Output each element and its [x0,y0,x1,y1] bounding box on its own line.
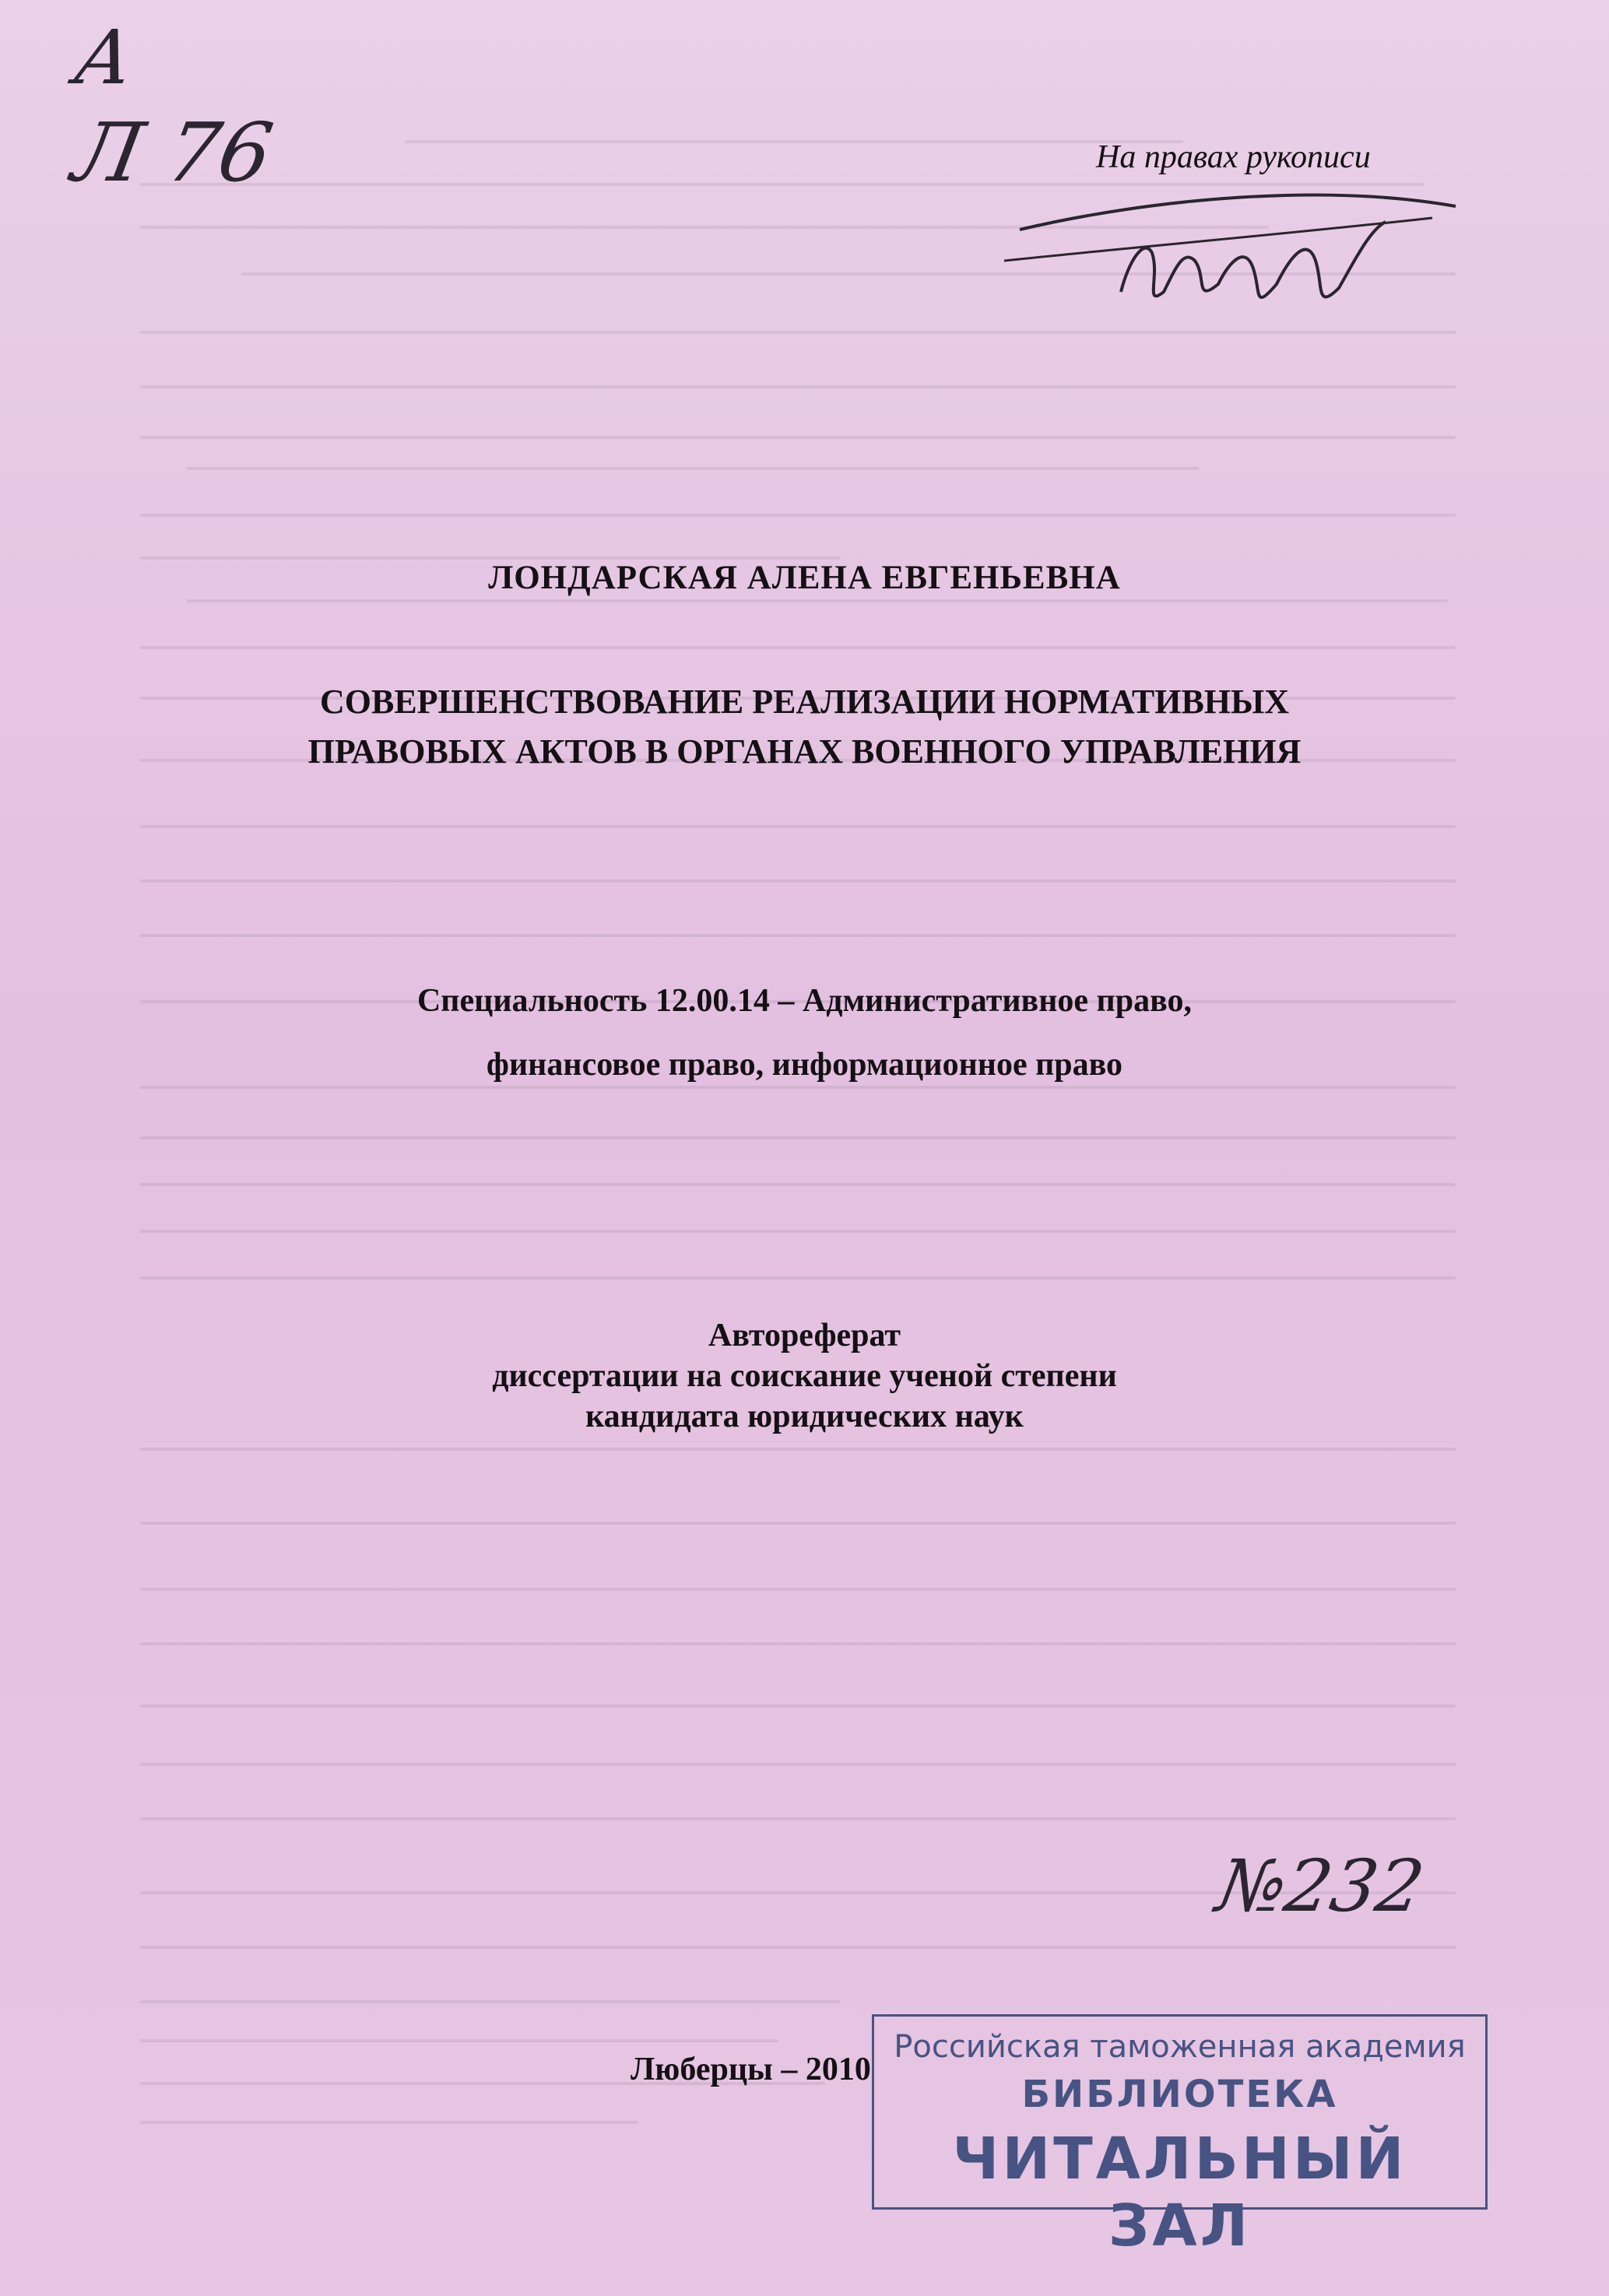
abstract-line: кандидата юридических наук [585,1399,1024,1434]
specialty-line: Специальность 12.00.14 – Административное право, [416,983,1193,1019]
abstract-line: диссертации на соискание ученой степени [492,1358,1117,1394]
city-year: Люберцы – 2010 [631,2052,871,2087]
handwritten-code-letter: А [69,14,141,101]
stamp-institution: Российская таможенная академия [894,2029,1466,2065]
stamp-library: БИБЛИОТЕКА [1021,2073,1338,2116]
specialty [0,969,1609,1097]
dissertation-title [0,677,1609,777]
handwritten-code-number: Л 76 [66,105,279,200]
library-stamp [872,2014,1488,2259]
handwritten-inventory-number: №232 [1210,1845,1431,1928]
handwritten-signature [996,175,1463,331]
abstract-line: Автореферат [708,1318,901,1353]
specialty-line: финансовое право, информационное право [486,1047,1123,1083]
abstract-description [0,1315,1609,1437]
rights-notice: На правах рукописи [1096,139,1371,175]
title-line: ПРАВОВЫХ АКТОВ В ОРГАНАХ ВОЕННОГО УПРАВЛЕНИЯ [307,732,1302,771]
title-line: СОВЕРШЕНСТВОВАНИЕ РЕАЛИЗАЦИИ НОРМАТИВНЫХ [319,683,1290,721]
stamp-reading-room: ЧИТАЛЬНЫЙ ЗАЛ [952,2126,1407,2259]
author-name: ЛОНДАРСКАЯ АЛЕНА ЕВГЕНЬЕВНА [488,560,1121,596]
